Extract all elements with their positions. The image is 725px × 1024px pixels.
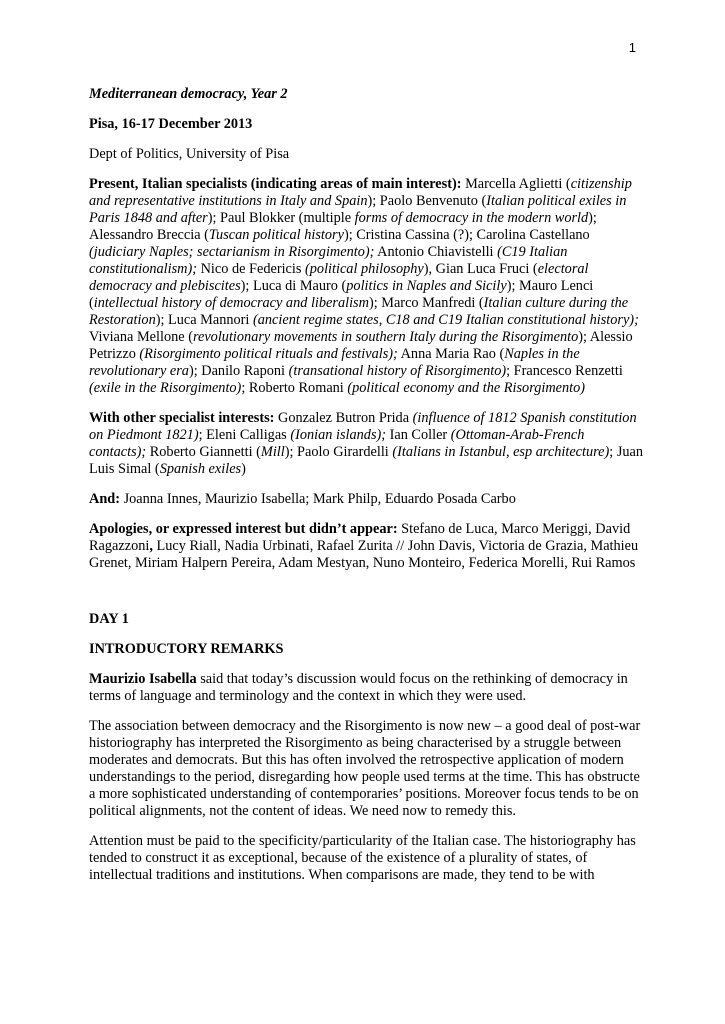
text: ); Marco Manfredi (	[368, 295, 484, 311]
interest: intellectual history of democracy and liberalism	[93, 295, 369, 311]
apologies-label: Apologies, or expressed interest but didn’t appear:	[89, 521, 398, 537]
spacer	[89, 585, 644, 611]
apologies-paragraph	[89, 521, 644, 572]
text: Anna Maria Rao (	[397, 346, 505, 362]
text: ; Roberto Romani	[241, 380, 348, 396]
interest: (Italians in Istanbul, esp architecture)	[392, 444, 610, 460]
speaker-name: Maurizio Isabella	[89, 671, 197, 687]
text: Marcella Aglietti (	[461, 176, 571, 192]
place-date: Pisa, 16-17 December 2013	[89, 116, 253, 132]
document-body	[89, 86, 644, 897]
text: )	[241, 461, 246, 477]
interest: Naples in the revolutionary era	[89, 346, 580, 379]
text: ); Paolo Benvenuto (	[367, 193, 487, 209]
interest: (influence of 1812 Spanish constitution on Piedmont 1821)	[89, 410, 637, 443]
text: Gonzalez Butron Prida	[274, 410, 413, 426]
department: Dept of Politics, University of Pisa	[89, 146, 290, 162]
doc-title: Mediterranean democracy, Year 2	[89, 86, 288, 102]
text: Roberto Giannetti (	[146, 444, 261, 460]
text: ), Gian Luca Fruci (	[423, 261, 538, 277]
page-number: 1	[628, 40, 636, 55]
text: Ian Coller	[386, 427, 451, 443]
interest: (Ionian islands);	[290, 427, 387, 443]
interest: (judiciary Naples; sectarianism in Risorgimento);	[89, 244, 375, 260]
interest: (Ottoman-Arab-French contacts);	[89, 427, 585, 460]
text: ); Luca di Mauro (	[240, 278, 347, 294]
text: ); Alessio Petrizzo	[89, 329, 633, 362]
text: Viviana Mellone (	[89, 329, 193, 345]
paragraph-text: said that today’s discussion would focus on the rethinking of democracy in terms of language and terminology and the context in which they were used.	[89, 671, 628, 704]
apologies-comma: ,	[149, 538, 153, 554]
apologies-text-2: Lucy Riall, Nadia Urbinati, Rafael Zurita // John Davis, Victoria de Grazia, Mathieu Grenet, Miriam Halpern Pereira, Adam Mestyan, Nuno Monteiro, Federica Morelli, Rui Ramos	[89, 538, 639, 571]
paragraph-historiography: The association between democracy and the Risorgimento is now new – a good deal of post-war historiography has interpreted the Risorgimento as being characterised by a struggle between moderates and democrats. But this has often involved the retrospective application of modern understandings to the period, disregarding how people used terms at the time. This has obstructe a more sophisticated understanding of contemporaries’ positions. Moreover focus tends to be on political alignments, not the content of ideas. We need now to remedy this.	[89, 718, 641, 819]
interest: (ancient regime states, C18 and C19 Italian constitutional history);	[252, 312, 639, 328]
text: Antonio Chiavistelli	[374, 244, 498, 260]
text: ); Danilo Raponi	[188, 363, 289, 379]
text: Nico de Federicis	[197, 261, 306, 277]
text: ; Francesco Renzetti	[506, 363, 623, 379]
text: ); Paolo Girardelli	[284, 444, 393, 460]
interest: electoral democracy and plebiscites	[89, 261, 589, 294]
interest: politics in Naples and Sicily	[346, 278, 507, 294]
interest: (political philosophy	[305, 261, 424, 277]
text: ); Luca Mannori	[155, 312, 253, 328]
interest: Italian culture during the Restoration	[89, 295, 629, 328]
interest: Italian political exiles in Paris 1848 and after	[89, 193, 627, 226]
and-label: And:	[89, 491, 120, 507]
interest: (Risorgimento political rituals and festivals);	[139, 346, 398, 362]
interest: (transational history of Risorgimento)	[288, 363, 507, 379]
other-label: With other specialist interests:	[89, 410, 275, 426]
paragraph-specificity: Attention must be paid to the specificity/particularity of the Italian case. The historiography has tended to construct it as exceptional, because of the existence of a plurality of states, of intellectual traditions and institutions. When comparisons are made, they tend to be with	[89, 833, 636, 883]
interest: Tuscan political history	[208, 227, 344, 243]
text: ); Cristina Cassina (?); Carolina Castellano	[343, 227, 590, 243]
and-paragraph	[89, 491, 644, 508]
text: ); Paul Blokker (multiple	[207, 210, 355, 226]
interest: revolutionary movements in southern Italy during the Risorgimento	[192, 329, 579, 345]
interest: Mill	[260, 444, 285, 460]
apologies-text: Stefano de Luca, Marco Meriggi, David Ragazzoni	[89, 521, 631, 554]
interest: Spanish exiles	[159, 461, 242, 477]
interest: (C19 Italian constitutionalism);	[89, 244, 568, 277]
other-interests-paragraph	[89, 410, 644, 478]
day-heading: DAY 1	[89, 611, 129, 627]
interest: citizenship and representative institutions in Italy and Spain	[89, 176, 632, 209]
text: ; Juan Luis Simal (	[89, 444, 644, 477]
text: ); Mauro Lenci (	[89, 278, 594, 311]
text: ; Eleni Calligas	[198, 427, 291, 443]
interest: (exile in the Risorgimento)	[89, 380, 242, 396]
present-label: Present, Italian specialists (indicating areas of main interest):	[89, 176, 462, 192]
interest: forms of democracy in the modern world	[354, 210, 589, 226]
and-text: Joanna Innes, Maurizio Isabella; Mark Philp, Eduardo Posada Carbo	[120, 491, 516, 507]
interest: (political economy and the Risorgimento)	[347, 380, 586, 396]
text: ); Alessandro Breccia (	[89, 210, 597, 243]
paragraph-isabella	[89, 671, 644, 705]
section-heading: INTRODUCTORY REMARKS	[89, 641, 284, 657]
present-paragraph	[89, 176, 644, 397]
